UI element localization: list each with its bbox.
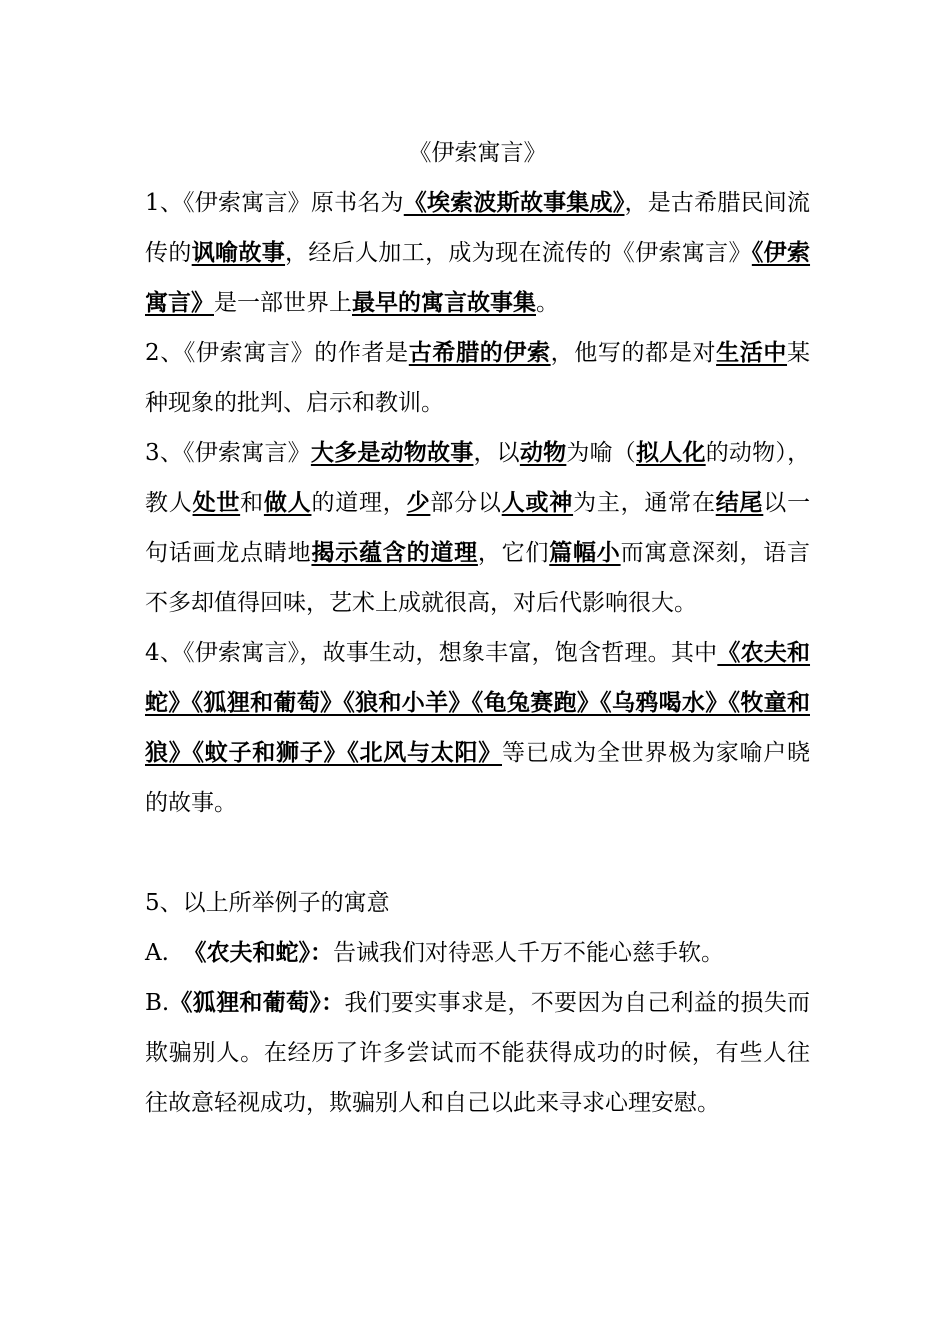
- keyword: 动物: [519, 439, 567, 466]
- paragraph-2: 2、《伊索寓言》的作者是古希腊的伊索，他写的都是对生活中某种现象的批判、启示和教训。: [145, 339, 811, 416]
- keyword: 人或神: [501, 489, 574, 516]
- keyword: 做人: [263, 489, 312, 516]
- keyword: 拟人化: [636, 439, 706, 466]
- keyword: 少: [406, 489, 431, 516]
- document-title: 《伊索寓言》: [408, 140, 547, 166]
- keyword: 最早的寓言故事集: [352, 289, 536, 316]
- keyword: 结尾: [715, 489, 764, 516]
- keyword: 处世: [192, 489, 241, 516]
- document-page: [145, 128, 810, 1128]
- keyword: 《埃索波斯故事集成》: [403, 189, 625, 216]
- paragraph-3: 3、《伊索寓言》大多是动物故事，以动物为喻（拟人化的动物），教人处世和做人的道理，少部分以人或神为主，通常在结尾以一句话画龙点睛地揭示蕴含的道理，它们篇幅小而寓意深刻，语言不多却值得回味，艺术上成就很高，对后代影响很大。: [145, 439, 811, 616]
- keyword: 大多是动物故事: [310, 439, 474, 466]
- moral-b: B.《狐狸和葡萄》：我们要实事求是，不要因为自己利益的损失而欺骗别人。在经历了许多尝试而不能获得成功的时候，有些人往往故意轻视成功，欺骗别人和自己以此来寻求心理安慰。: [145, 989, 811, 1116]
- moral-a-title: 《农夫和蛇》: [183, 939, 311, 966]
- keyword: 揭示蕴含的道理: [311, 539, 478, 566]
- moral-a: A. 《农夫和蛇》：告诫我们对待恶人千万不能心慈手软。: [145, 939, 725, 966]
- keyword: 《农夫和蛇》《狐狸和葡萄》《狼和小羊》《龟兔赛跑》《乌鸦喝水》《牧童和狼》《蚊子和狮子》《北风与太阳》: [145, 639, 811, 766]
- blank-line: [145, 828, 810, 878]
- keyword: 篇幅小: [549, 539, 621, 566]
- keyword: 古希腊的伊索: [408, 339, 551, 366]
- keyword: 生活中: [716, 339, 788, 366]
- paragraph-1: 1、《伊索寓言》原书名为《埃索波斯故事集成》，是古希腊民间流传的讽喻故事，经后人加工，成为现在流传的《伊索寓言》《伊索寓言》是一部世界上最早的寓言故事集。: [145, 189, 811, 316]
- keyword: 讽喻故事: [191, 239, 286, 266]
- keyword: 《伊索寓言》: [145, 239, 811, 316]
- paragraph-4: 4、《伊索寓言》，故事生动，想象丰富，饱含哲理。其中《农夫和蛇》《狐狸和葡萄》《狼和小羊》《龟兔赛跑》《乌鸦喝水》《牧童和狼》《蚊子和狮子》《北风与太阳》等已成为全世界极为家喻户晓的故事。: [145, 639, 811, 816]
- moral-b-title: 《狐狸和葡萄》: [169, 989, 322, 1016]
- section-5-heading: 5、以上所举例子的寓意: [145, 890, 390, 916]
